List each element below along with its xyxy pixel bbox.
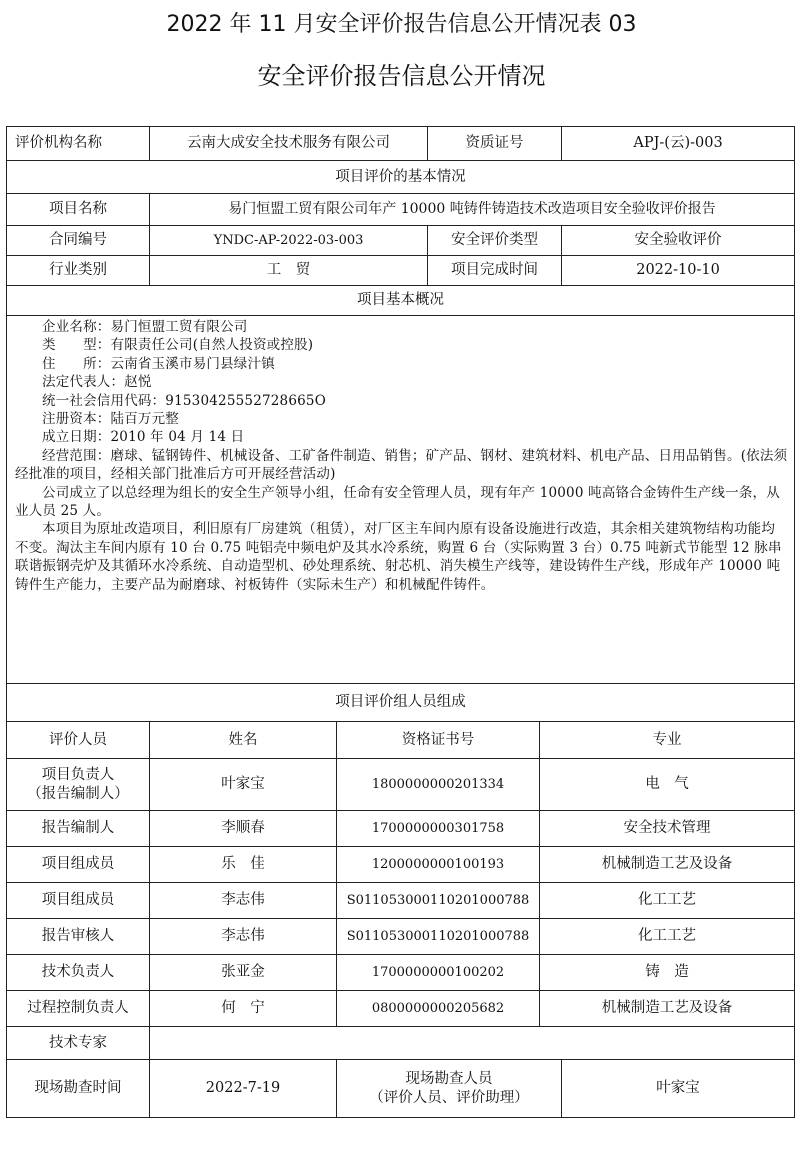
team-name: 李志伟 (150, 883, 337, 919)
team-row (7, 759, 795, 811)
survey-time-value: 2022-7-19 (150, 1060, 337, 1118)
team-name: 李志伟 (150, 919, 337, 955)
overview-para2: 本项目为原址改造项目，利旧原有厂房建筑（租赁），对厂区主车间内原有设备设施进行改造，其余相关建筑物结构功能均不变。淘汰主车间内原有 10 台 0.75 吨铝壳中频电炉及其水冷系统，购置 6 台（实际购置 3 台）0.75 吨新式节能型 12 脉串联谐振钢壳炉及其循环水冷系统、自动造型机、砂处理系统、射芯机、消失模生产线等，建设铸件生产线，形成年产 10000 吨铸件生产能力，主要产品为耐磨球、衬板铸件（实际未生产）和机械配件铸件。 (15, 521, 782, 593)
team-cert: 0800000000205682 (337, 991, 540, 1027)
team-role-line1: 项目负责人 (41, 766, 115, 783)
expert-label: 技术专家 (7, 1027, 150, 1060)
overview-credit: 统一社会信用代码：91530425552728665O (42, 392, 326, 409)
team-major: 机械制造工艺及设备 (540, 847, 795, 883)
industry-row (7, 256, 795, 286)
team-row (7, 883, 795, 919)
team-role: 技术负责人 (7, 955, 150, 991)
survey-staff-label-line1: 现场勘查人员 (405, 1070, 493, 1087)
industry-label: 行业类别 (7, 256, 150, 286)
team-row (7, 811, 795, 847)
section-basic-heading: 项目评价的基本情况 (7, 161, 795, 194)
survey-row (7, 1060, 795, 1118)
team-cert: 1700000000301758 (337, 811, 540, 847)
team-role (7, 759, 150, 811)
complete-label: 项目完成时间 (428, 256, 562, 286)
cert-label: 资质证号 (428, 127, 562, 161)
org-value: 云南大成安全技术服务有限公司 (150, 127, 428, 161)
team-role: 过程控制负责人 (7, 991, 150, 1027)
overview-para1: 公司成立了以总经理为组长的安全生产领导小组，任命有安全管理人员，现有年产 10000 吨高铬合金铸件生产线一条，从业人员 25 人。 (15, 484, 780, 520)
project-overview (7, 316, 795, 684)
team-major: 化工工艺 (540, 883, 795, 919)
survey-staff-value: 叶家宝 (562, 1060, 795, 1118)
team-header-name: 姓名 (150, 722, 337, 759)
team-role: 项目组成员 (7, 883, 150, 919)
team-header-row (7, 722, 795, 759)
project-name-value: 易门恒盟工贸有限公司年产 10000 吨铸件铸造技术改造项目安全验收评价报告 (150, 194, 795, 226)
cert-value: APJ-(云)-003 (562, 127, 795, 161)
expert-row (7, 1027, 795, 1060)
project-name-row (7, 194, 795, 226)
overview-capital: 注册资本：陆百万元整 (42, 411, 179, 428)
complete-value: 2022-10-10 (562, 256, 795, 286)
page-title: 2022 年 11 月安全评价报告信息公开情况表 03 (166, 12, 637, 37)
overview-legal: 法定代表人：赵悦 (42, 374, 152, 391)
contract-row (7, 226, 795, 256)
team-major: 安全技术管理 (540, 811, 795, 847)
team-row (7, 919, 795, 955)
section-team-heading: 项目评价组人员组成 (7, 684, 795, 722)
team-major: 电 气 (540, 759, 795, 811)
team-major: 机械制造工艺及设备 (540, 991, 795, 1027)
team-major: 化工工艺 (540, 919, 795, 955)
survey-staff-label-line2: （评价人员、评价助理） (369, 1089, 529, 1106)
team-name: 乐 佳 (150, 847, 337, 883)
disclosure-table (6, 126, 795, 1118)
team-cert: S011053000110201000788 (337, 919, 540, 955)
overview-scope: 经营范围：磨球、锰钢铸件、机械设备、工矿备件制造、销售；矿产品、钢材、建筑材料、机电产品、日用品销售。(依法须经批准的项目，经相关部门批准后方可开展经营活动) (15, 447, 788, 483)
expert-value (150, 1027, 795, 1060)
team-name: 叶家宝 (150, 759, 337, 811)
survey-staff-label (337, 1060, 562, 1118)
team-cert: 1700000000100202 (337, 955, 540, 991)
industry-value: 工 贸 (150, 256, 428, 286)
page-subtitle: 安全评价报告信息公开情况 (257, 62, 546, 90)
org-row (7, 127, 795, 161)
eval-type-value: 安全验收评价 (562, 226, 795, 256)
team-role-line2: （报告编制人） (27, 785, 129, 802)
team-cert: 1800000000201334 (337, 759, 540, 811)
survey-time-label: 现场勘查时间 (7, 1060, 150, 1118)
overview-address: 住 所：云南省玉溪市易门县绿汁镇 (42, 355, 275, 372)
team-cert: 1200000000100193 (337, 847, 540, 883)
team-row (7, 955, 795, 991)
team-name: 李顺春 (150, 811, 337, 847)
team-header-major: 专业 (540, 722, 795, 759)
contract-value: YNDC-AP-2022-03-003 (150, 226, 428, 256)
team-row (7, 847, 795, 883)
team-header-role: 评价人员 (7, 722, 150, 759)
team-major: 铸 造 (540, 955, 795, 991)
team-cert: S011053000110201000788 (337, 883, 540, 919)
eval-type-label: 安全评价类型 (428, 226, 562, 256)
team-name: 张亚金 (150, 955, 337, 991)
team-name: 何 宁 (150, 991, 337, 1027)
section-overview-heading: 项目基本概况 (7, 286, 795, 316)
org-label: 评价机构名称 (7, 127, 150, 161)
overview-founded: 成立日期：2010 年 04 月 14 日 (42, 429, 245, 446)
team-role: 报告编制人 (7, 811, 150, 847)
team-row (7, 991, 795, 1027)
project-name-label: 项目名称 (7, 194, 150, 226)
contract-label: 合同编号 (7, 226, 150, 256)
team-role: 项目组成员 (7, 847, 150, 883)
team-header-cert: 资格证书号 (337, 722, 540, 759)
overview-company: 企业名称：易门恒盟工贸有限公司 (42, 319, 248, 335)
team-role: 报告审核人 (7, 919, 150, 955)
overview-type: 类 型：有限责任公司(自然人投资或控股) (42, 337, 314, 354)
